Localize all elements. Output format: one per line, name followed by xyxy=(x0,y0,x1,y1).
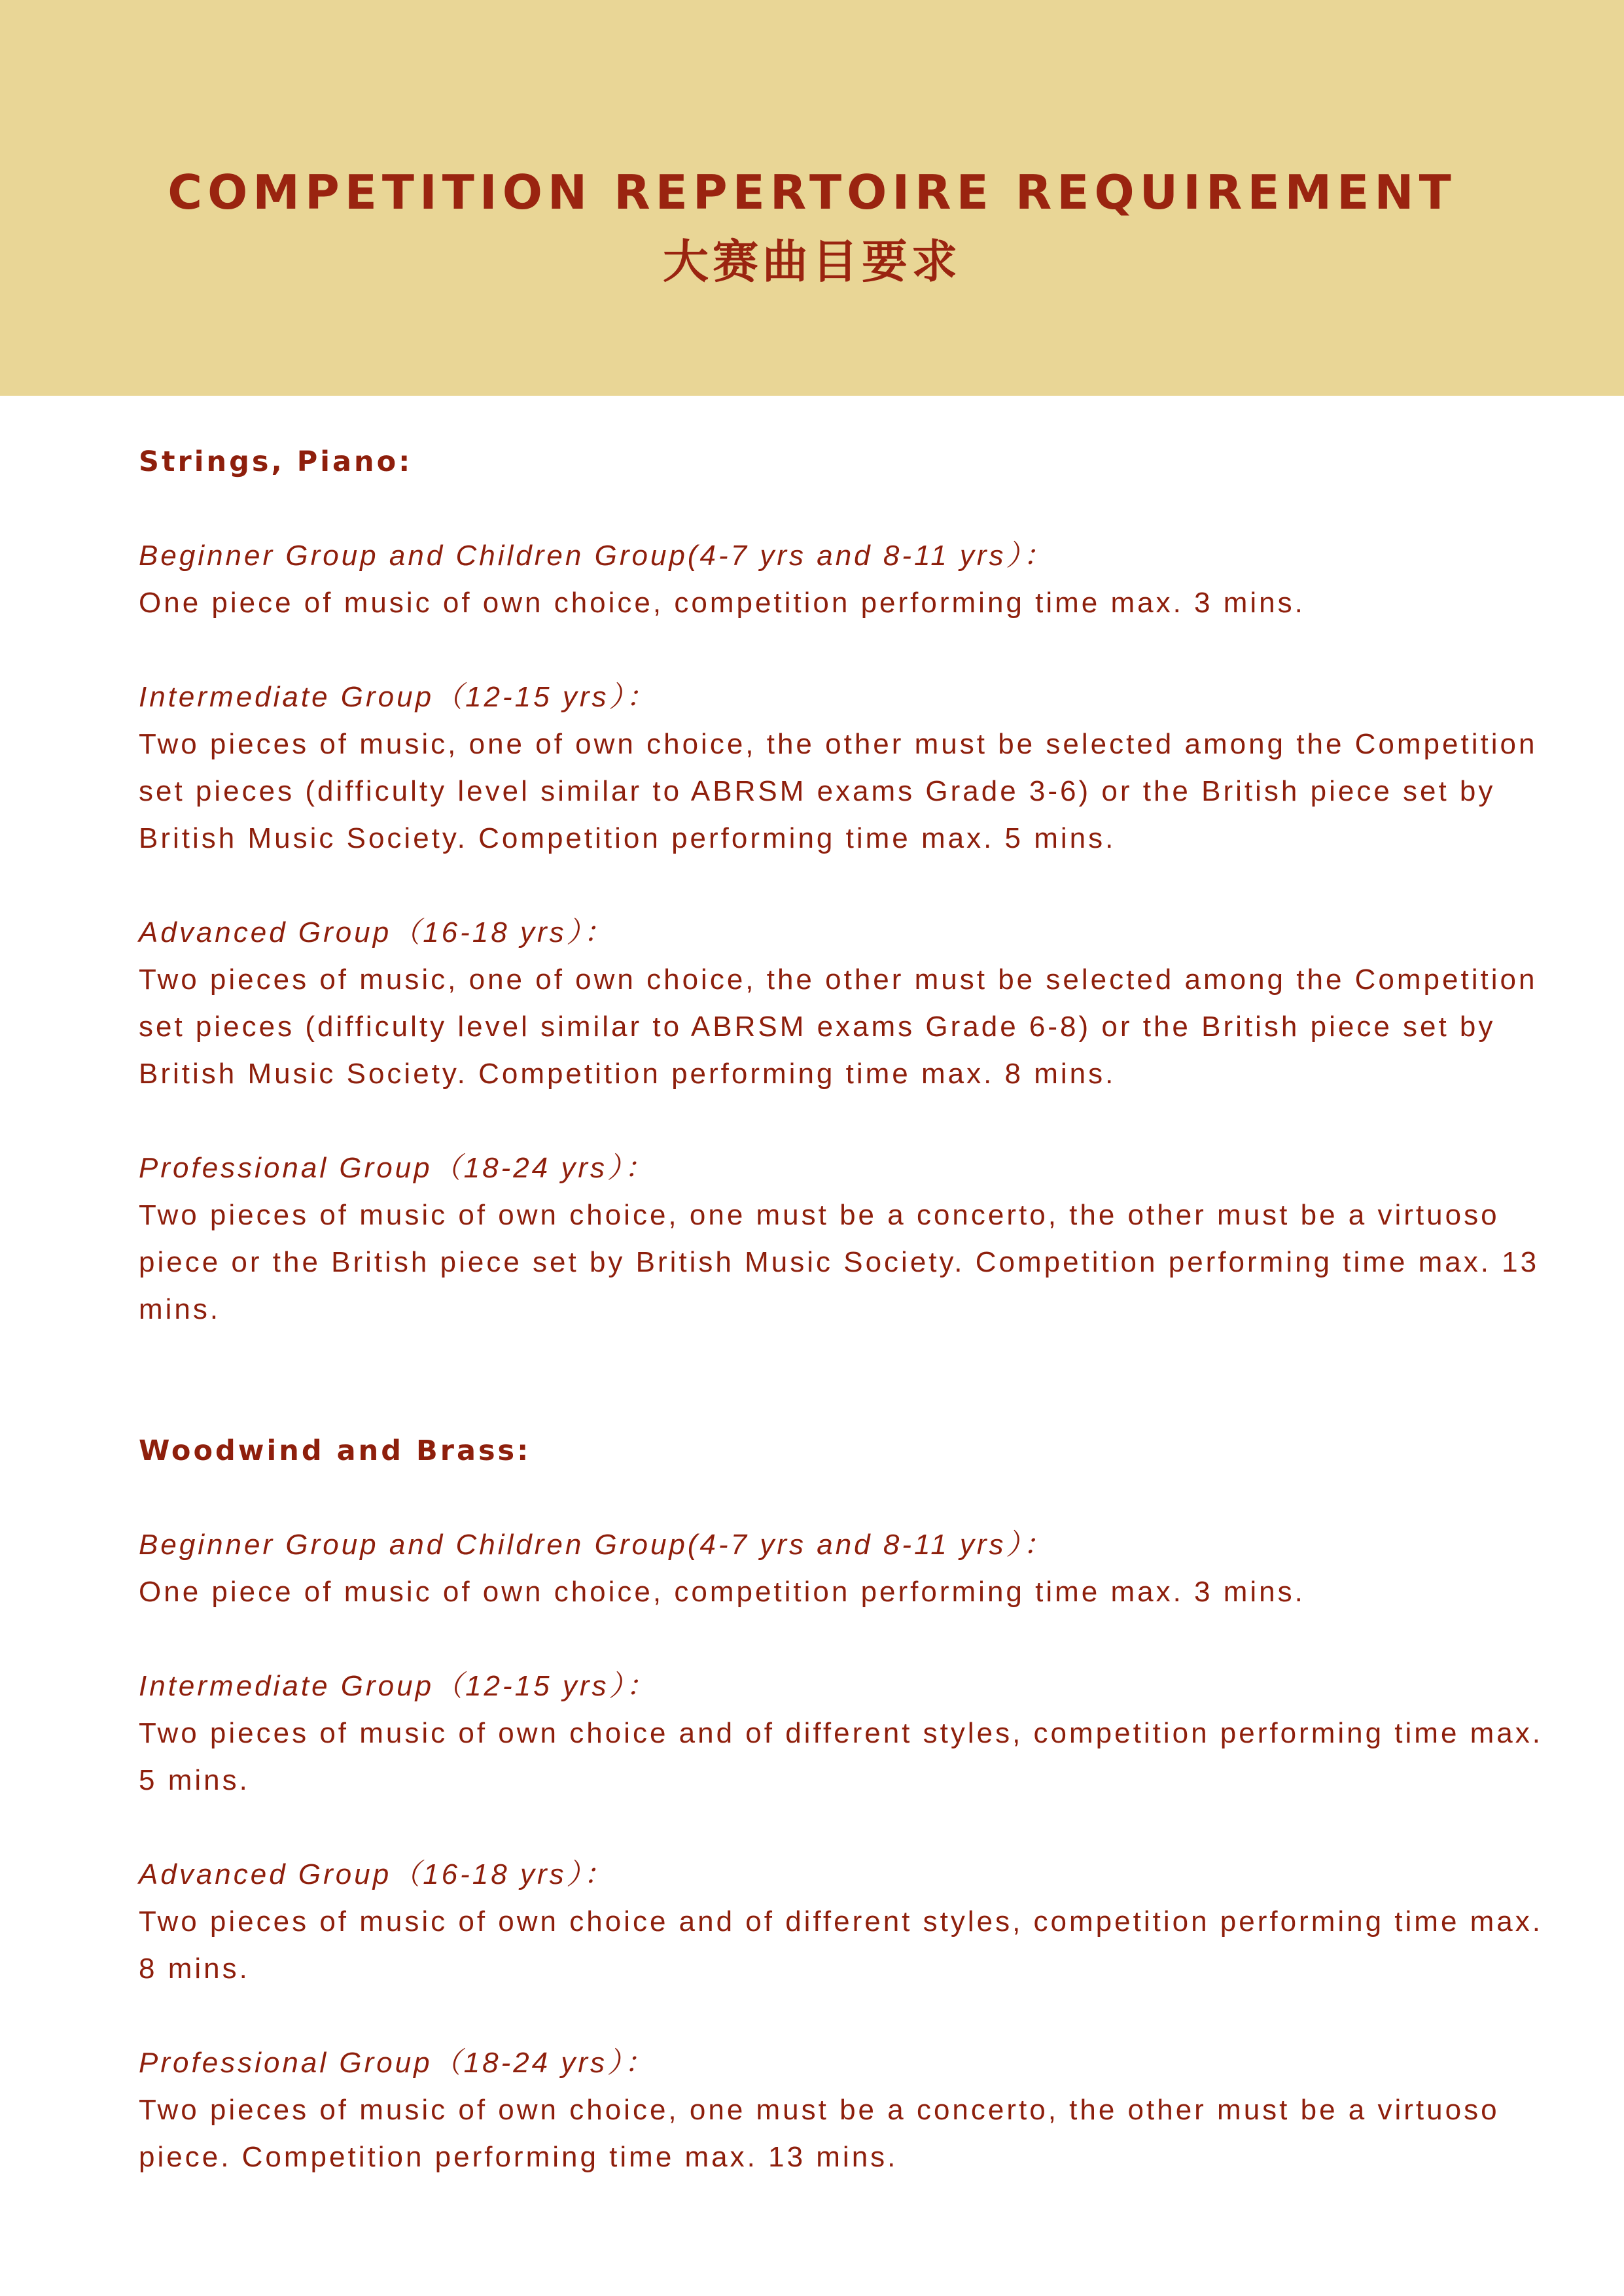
group-title: Professional Group（18-24 yrs）： xyxy=(139,2047,656,2079)
group-description: Two pieces of music of own choice and of different styles, competition performing time max. 5 mins. xyxy=(139,1717,1543,1796)
group-title: Advanced Group（16-18 yrs）： xyxy=(139,1858,615,1890)
group-description: One piece of music of own choice, competition performing time max. 3 mins. xyxy=(139,1576,1305,1608)
group-title: Beginner Group and Children Group(4-7 yrs and 8-11 yrs）： xyxy=(139,540,1055,572)
section-title: Woodwind and Brass: xyxy=(139,1435,531,1467)
group-advanced xyxy=(139,909,1552,1098)
group-beginner-children xyxy=(139,532,1552,627)
page-title: COMPETITION REPERTOIRE REQUIREMENT xyxy=(168,165,1456,220)
group-intermediate xyxy=(139,674,1552,862)
group-title: Intermediate Group（12-15 yrs）： xyxy=(139,1670,658,1702)
page-title-chinese: 大赛曲目要求 xyxy=(663,235,961,288)
group-description: One piece of music of own choice, competition performing time max. 3 mins. xyxy=(139,587,1305,619)
group-title: Intermediate Group（12-15 yrs）： xyxy=(139,681,658,713)
group-description: Two pieces of music, one of own choice, the other must be selected among the Competition set pieces (difficulty level similar to ABRSM exams Grade 3-6) or the British piece set by British Music Society. Competition performing time max. 5 mins. xyxy=(139,728,1538,854)
group-title: Advanced Group（16-18 yrs）： xyxy=(139,916,615,948)
group-description: Two pieces of music of own choice, one must be a concerto, the other must be a virtuoso piece. Competition performing time max. 13 mins. xyxy=(139,2094,1500,2173)
section-title: Strings, Piano: xyxy=(139,445,413,478)
group-title: Professional Group（18-24 yrs）： xyxy=(139,1152,656,1184)
section-strings-piano xyxy=(139,438,1552,1333)
group-advanced xyxy=(139,1851,1552,1992)
header-banner xyxy=(0,0,1624,396)
group-description: Two pieces of music of own choice and of different styles, competition performing time max. 8 mins. xyxy=(139,1905,1543,1985)
group-beginner-children xyxy=(139,1522,1552,1616)
group-professional xyxy=(139,1145,1552,1333)
section-woodwind-brass xyxy=(139,1427,1552,2181)
group-intermediate xyxy=(139,1663,1552,1804)
group-description: Two pieces of music, one of own choice, the other must be selected among the Competition set pieces (difficulty level similar to ABRSM exams Grade 6-8) or the British piece set by British Music Society. Competition performing time max. 8 mins. xyxy=(139,964,1538,1090)
group-description: Two pieces of music of own choice, one must be a concerto, the other must be a virtuoso piece or the British piece set by British Music Society. Competition performing time max. 13 mins. xyxy=(139,1199,1540,1325)
group-title: Beginner Group and Children Group(4-7 yrs and 8-11 yrs）： xyxy=(139,1529,1055,1561)
requirements-content xyxy=(139,438,1552,2228)
group-professional xyxy=(139,2040,1552,2181)
